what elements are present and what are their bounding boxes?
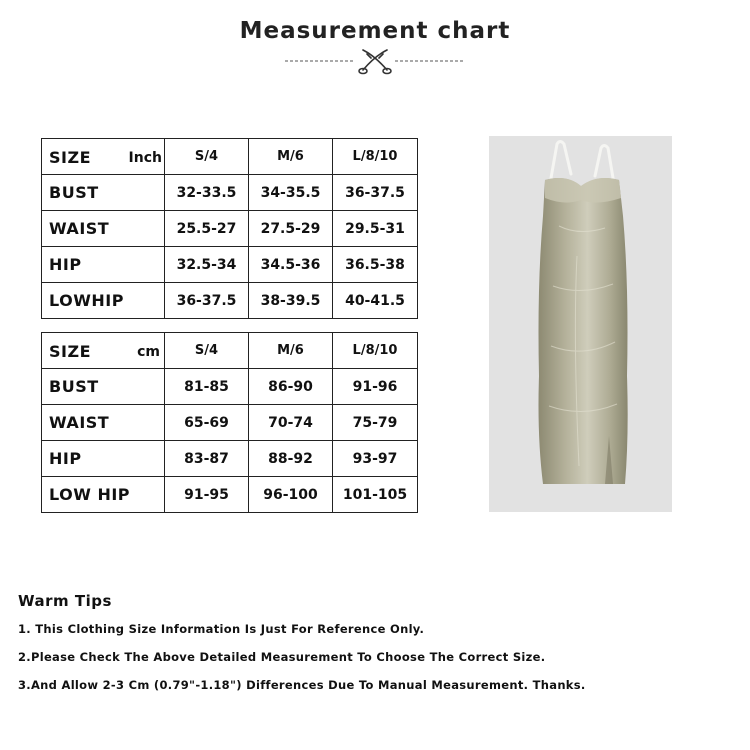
- header-corner-cell: [42, 333, 165, 369]
- row-label: WAIST: [42, 405, 165, 441]
- size-column-header: S/4: [165, 333, 249, 369]
- table-header-row: [42, 139, 418, 175]
- size-column-header: M/6: [249, 139, 333, 175]
- row-label: HIP: [42, 247, 165, 283]
- tip-item: 1. This Clothing Size Information Is Just For Reference Only.: [18, 622, 425, 636]
- unit-label: cm: [137, 344, 160, 360]
- table-cell: 32-33.5: [165, 175, 249, 211]
- table-cell: 83-87: [165, 441, 249, 477]
- table-cell: 75-79: [333, 405, 418, 441]
- size-header-label: SIZE: [49, 342, 92, 361]
- table-cell: 81-85: [165, 369, 249, 405]
- table-cell: 25.5-27: [165, 211, 249, 247]
- table-cell: 93-97: [333, 441, 418, 477]
- table-cell: 40-41.5: [333, 283, 418, 319]
- table-row: [42, 211, 418, 247]
- row-label: BUST: [42, 175, 165, 211]
- row-label: HIP: [42, 441, 165, 477]
- table-row: [42, 283, 418, 319]
- table-cell: 32.5-34: [165, 247, 249, 283]
- scissors-divider-icon: [283, 44, 467, 76]
- dress-illustration: [489, 136, 672, 512]
- table-cell: 65-69: [165, 405, 249, 441]
- table-cell: 70-74: [249, 405, 333, 441]
- table-cell: 34.5-36: [249, 247, 333, 283]
- table-cell: 101-105: [333, 477, 418, 513]
- table-cell: 86-90: [249, 369, 333, 405]
- header-corner-cell: [42, 139, 165, 175]
- table-cell: 29.5-31: [333, 211, 418, 247]
- product-photo: [489, 136, 672, 512]
- table-cell: 91-96: [333, 369, 418, 405]
- table-cell: 38-39.5: [249, 283, 333, 319]
- size-column-header: S/4: [165, 139, 249, 175]
- page-title: Measurement chart: [239, 18, 511, 44]
- size-column-header: M/6: [249, 333, 333, 369]
- table-cell: 27.5-29: [249, 211, 333, 247]
- table-cell: 36-37.5: [333, 175, 418, 211]
- tips-title: Warm Tips: [18, 592, 112, 610]
- row-label: LOWHIP: [42, 283, 165, 319]
- table-cell: 36-37.5: [165, 283, 249, 319]
- table-row: [42, 405, 418, 441]
- table-row: [42, 175, 418, 211]
- size-column-header: L/8/10: [333, 139, 418, 175]
- size-column-header: L/8/10: [333, 333, 418, 369]
- warm-tips: [18, 592, 586, 704]
- table-row: [42, 369, 418, 405]
- table-cell: 34-35.5: [249, 175, 333, 211]
- table-cell: 36.5-38: [333, 247, 418, 283]
- table-header-row: [42, 333, 418, 369]
- row-label: BUST: [42, 369, 165, 405]
- table-cell: 91-95: [165, 477, 249, 513]
- row-label: LOW HIP: [42, 477, 165, 513]
- row-label: WAIST: [42, 211, 165, 247]
- inch-size-table: [41, 138, 418, 319]
- unit-label: Inch: [128, 150, 162, 166]
- table-row: [42, 441, 418, 477]
- tip-item: 3.And Allow 2-3 Cm (0.79"-1.18") Differences Due To Manual Measurement. Thanks.: [18, 678, 586, 692]
- table-cell: 88-92: [249, 441, 333, 477]
- table-row: [42, 477, 418, 513]
- tip-item: 2.Please Check The Above Detailed Measurement To Choose The Correct Size.: [18, 650, 546, 664]
- table-row: [42, 247, 418, 283]
- cm-size-table: [41, 332, 418, 513]
- size-header-label: SIZE: [49, 148, 92, 167]
- table-cell: 96-100: [249, 477, 333, 513]
